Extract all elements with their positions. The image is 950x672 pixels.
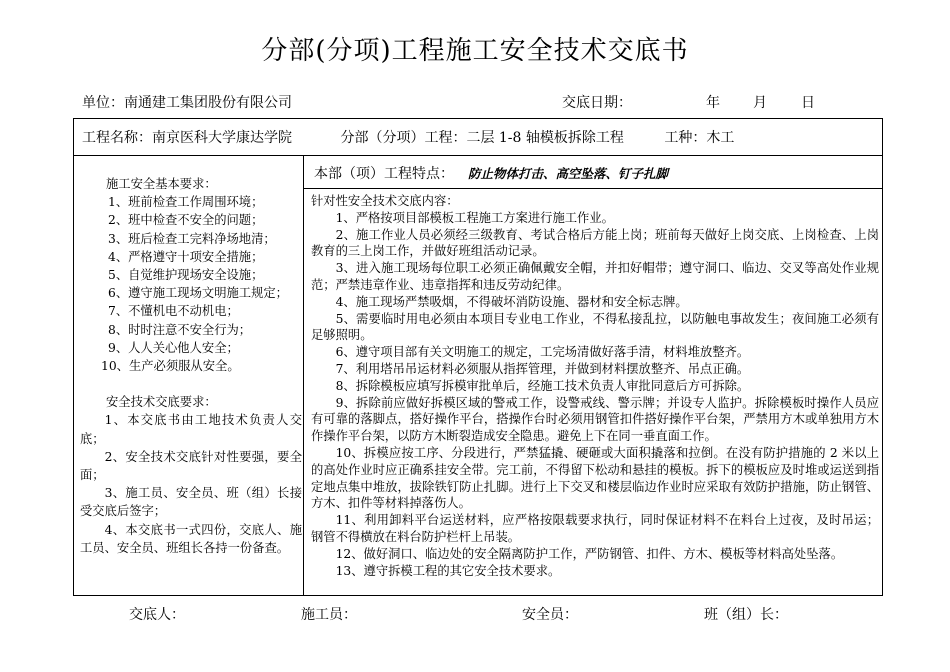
project-features: [314, 163, 668, 183]
document-title: 分部(分项)工程施工安全技术交底书: [261, 36, 689, 66]
specific-safety-content: [311, 193, 879, 579]
specific-item: 10、拆模应按工序、分段进行，严禁猛撬、硬砸或大面积撬落和拉倒。在没有防护措施的 2 米以上的高处作业时应正确系挂安全带。完工前，不得留下松动和悬挂的模板。拆下的模板应及时堆或运送到指定地点集中堆放，拔除铁钉防止扎脚。进行上下交叉和楼层临边作业时应采取有效防护措施，防止钢管、方木、扣件等材料掉落伤人。: [311, 445, 879, 511]
project-name: 工程名称：南京医科大学康达学院: [82, 130, 292, 146]
feature-divider: [303, 188, 882, 189]
specific-item: 4、施工现场严禁吸烟，不得破坏消防设施、器材和安全标志牌。: [335, 294, 688, 309]
date-year: 年: [706, 95, 720, 111]
row-divider: [74, 155, 882, 156]
handover-date-label: 交底日期：: [562, 95, 632, 111]
specific-item: 6、遵守项目部有关文明施工的规定，工完场清做好落手清，材料堆放整齐。: [335, 345, 750, 360]
date-month: 月: [753, 95, 767, 111]
specific-item: 7、利用塔吊吊运材料必须服从指挥管理，并做到材料摆放整齐、吊点正确。: [335, 361, 750, 376]
specific-item: 1、严格按项目部模板工程施工方案进行施工作业。: [335, 210, 614, 225]
handover-heading: 安全技术交底要求：: [106, 395, 217, 410]
column-divider: [303, 155, 304, 595]
basic-item: 7、不懂机电不动机电；: [108, 304, 239, 319]
specific-item: 13、遵守拆模工程的其它安全技术要求。: [335, 563, 561, 578]
basic-item: 8、时时注意不安全行为；: [108, 322, 252, 337]
signature-constructor: 施工员：: [301, 607, 357, 623]
specific-item: 5、需要临时用电必须由本项目专业电工作业，不得私接乱拉，以防触电事故发生；夜间施工必须有足够照明。: [311, 311, 879, 343]
project-info-row: [82, 127, 734, 147]
basic-item: 5、自觉维护现场安全设施；: [108, 268, 264, 283]
unit-label: 单位：南通建工集团股份有限公司: [82, 95, 292, 111]
specific-item: 3、进入施工现场每位职工必须正确佩戴安全帽，并扣好帽带；遵守洞口、临边、交叉等高处作业规范；严禁违章作业、违章指挥和违反劳动纪律。: [311, 261, 879, 292]
signature-safety: 安全员：: [522, 607, 578, 623]
date-day: 日: [801, 95, 815, 111]
specific-item: 9、拆除前应做好拆模区域的警戒工作，设警戒线、警示牌；并设专人监护。拆除模板时操作人员应有可靠的落脚点，搭好操作平台，搭操作台时必须用钢管扣件搭好操作平台架，严禁用方木或单独用方木作操作平台架，以防方木断裂造成安全隐患。避免上下在同一垂直面工作。: [311, 395, 879, 444]
features-label: 本部（项）工程特点：: [314, 166, 454, 182]
specific-item: 11、利用卸料平台运送材料，应严格按限载要求执行，同时保证材料不在料台上过夜，及时吊运；钢管不得横放在料台防护栏杆上吊装。: [311, 513, 879, 544]
basic-item: 10、生产必须服从安全。: [101, 359, 240, 374]
specific-heading: 针对性安全技术交底内容：: [311, 194, 459, 208]
basic-item: 2、班中检查不安全的问题；: [108, 213, 264, 228]
disclosure-table: [73, 118, 883, 596]
basic-item: 9、人人关心他人安全；: [108, 340, 239, 355]
handover-item: 2、安全技术交底针对性要强，要全面；: [80, 449, 302, 483]
specific-item: 2、施工作业人员必须经三级教育、考试合格后方能上岗；班前每天做好上岗交底、上岗检查、上岗教育的三上岗工作，并做好班组活动记录。: [311, 227, 879, 259]
handover-item: 3、施工员、安全员、班（组）长接受交底后签字；: [80, 486, 302, 519]
signature-leader: 班（组）长：: [704, 607, 788, 623]
signature-giver: 交底人：: [129, 607, 185, 623]
trade-type: 工种：木工: [664, 130, 735, 146]
basic-requirements: [80, 175, 302, 557]
basic-item: 6、遵守施工现场文明施工规定；: [108, 286, 288, 301]
features-value: 防止物体打击、高空坠落、钉子扎脚: [468, 166, 669, 181]
basic-heading: 施工安全基本要求：: [106, 177, 217, 191]
specific-item: 8、拆除模板应填写拆模审批单后，经施工技术负责人审批同意后方可拆除。: [335, 378, 750, 393]
handover-item: 4、本交底书一式四份，交底人、施工员、安全员、班组长各持一份备查。: [80, 522, 302, 555]
basic-item: 4、严格遵守十项安全措施；: [108, 249, 264, 264]
handover-item: 1、本交底书由工地技术负责人交底；: [80, 413, 302, 446]
basic-item: 3、班后检查工完料净场地清；: [108, 231, 276, 246]
specific-item: 12、做好洞口、临边处的安全隔离防护工作，严防钢管、扣件、方木、模板等材料高处坠落。: [335, 546, 844, 561]
subproject-name: 分部（分项）工程：二层 1-8 轴模板拆除工程: [340, 130, 624, 146]
basic-item: 1、班前检查工作周围环境；: [108, 195, 264, 210]
